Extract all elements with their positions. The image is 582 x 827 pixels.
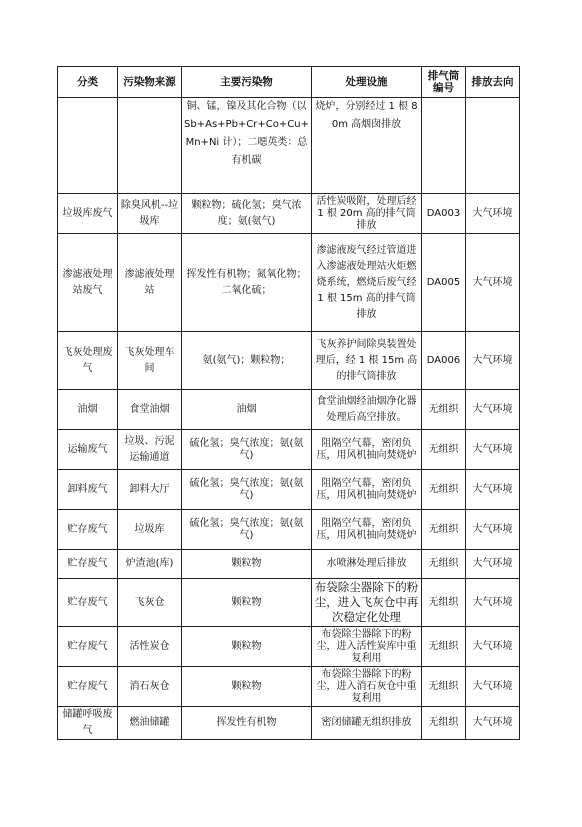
cell-destination: 大气环境	[466, 579, 520, 627]
cell-category: 飞灰处理废气	[58, 332, 118, 390]
cell-stack-id: 无组织	[422, 667, 466, 707]
cell-stack-id: 无组织	[422, 510, 466, 550]
cell-destination: 大气环境	[466, 550, 520, 579]
cell-category: 贮存废气	[58, 627, 118, 667]
cell-facility: 布袋除尘器除下的粉尘，进入消石灰仓中重复利用	[312, 667, 422, 707]
cell-facility: 布袋除尘器除下的粉尘，进入活性炭库中重复利用	[312, 627, 422, 667]
cell-destination: 大气环境	[466, 667, 520, 707]
cell-destination: 大气环境	[466, 510, 520, 550]
cell-stack-id: 无组织	[422, 390, 466, 430]
cell-source: 垃圾、污泥运输通道	[118, 430, 182, 470]
cell-facility: 水喷淋处理后排放	[312, 550, 422, 579]
cell-pollutants: 油烟	[182, 390, 312, 430]
header-category: 分类	[58, 67, 118, 98]
table-row	[58, 707, 520, 740]
cell-facility: 活性炭吸附，处理后经 1 根 20m 高的排气筒排放	[312, 194, 422, 234]
cell-pollutants: 挥发性有机物；氮氧化物；二氧化硫；	[182, 234, 312, 332]
cell-source: 食堂油烟	[118, 390, 182, 430]
cell-source: 卸料大厅	[118, 470, 182, 510]
table-header-row	[58, 67, 520, 98]
cell-pollutants: 硫化氢；臭气浓度；氨(氨气)	[182, 430, 312, 470]
cell-facility: 飞灰养护间除臭装置处理后，经 1 根 15m 高的排气筒排放	[312, 332, 422, 390]
cell-category: 渗滤液处理站废气	[58, 234, 118, 332]
cell-stack-id: 无组织	[422, 470, 466, 510]
cell-source: 炉渣池(库)	[118, 550, 182, 579]
cell-facility: 烧炉，分别经过 1 根 80m 高烟囱排放	[312, 98, 422, 194]
cell-facility: 阻隔空气幕，密闭负压，用风机抽向焚烧炉	[312, 430, 422, 470]
cell-pollutants: 颗粒物；硫化氢；臭气浓度；氨(氨气)	[182, 194, 312, 234]
cell-destination: 大气环境	[466, 627, 520, 667]
cell-stack-id: 无组织	[422, 430, 466, 470]
cell-stack-id: DA006	[422, 332, 466, 390]
header-source: 污染物来源	[118, 67, 182, 98]
table-row	[58, 430, 520, 470]
cell-stack-id: DA005	[422, 234, 466, 332]
cell-pollutants: 氨(氨气)；颗粒物；	[182, 332, 312, 390]
cell-stack-id: 无组织	[422, 707, 466, 740]
cell-source: 渗滤液处理站	[118, 234, 182, 332]
cell-destination	[466, 98, 520, 194]
cell-category: 油烟	[58, 390, 118, 430]
table-row	[58, 390, 520, 430]
header-facility: 处理设施	[312, 67, 422, 98]
cell-category: 贮存废气	[58, 510, 118, 550]
cell-pollutants: 颗粒物	[182, 667, 312, 707]
table-row	[58, 550, 520, 579]
cell-source: 飞灰处理车间	[118, 332, 182, 390]
cell-destination: 大气环境	[466, 430, 520, 470]
table-row	[58, 470, 520, 510]
cell-source: 飞灰仓	[118, 579, 182, 627]
table-row	[58, 579, 520, 627]
cell-stack-id: 无组织	[422, 550, 466, 579]
cell-source: 活性炭仓	[118, 627, 182, 667]
cell-category: 运输废气	[58, 430, 118, 470]
cell-destination: 大气环境	[466, 234, 520, 332]
cell-destination: 大气环境	[466, 194, 520, 234]
cell-category: 贮存废气	[58, 667, 118, 707]
cell-source: 消石灰仓	[118, 667, 182, 707]
table-row	[58, 627, 520, 667]
cell-pollutants: 硫化氢；臭气浓度；氨(氨气)	[182, 510, 312, 550]
cell-pollutants: 颗粒物	[182, 627, 312, 667]
cell-destination: 大气环境	[466, 332, 520, 390]
table-row	[58, 194, 520, 234]
emissions-table	[57, 66, 520, 740]
cell-destination: 大气环境	[466, 390, 520, 430]
header-pollutants: 主要污染物	[182, 67, 312, 98]
header-stack-id: 排气筒编号	[422, 67, 466, 98]
cell-source: 除臭风机--垃圾库	[118, 194, 182, 234]
table-row	[58, 510, 520, 550]
cell-pollutants: 颗粒物	[182, 550, 312, 579]
table-row	[58, 332, 520, 390]
cell-facility: 密闭储罐无组织排放	[312, 707, 422, 740]
cell-destination: 大气环境	[466, 707, 520, 740]
cell-category: 垃圾库废气	[58, 194, 118, 234]
cell-facility: 渗滤液废气经过管道进入渗滤液处理站火炬燃烧系统，燃烧后废气经 1 根 15m 高的排气筒排放	[312, 234, 422, 332]
cell-category: 贮存废气	[58, 579, 118, 627]
cell-facility: 布袋除尘器除下的粉尘，进入飞灰仓中再次稳定化处理	[312, 579, 422, 627]
cell-pollutants: 颗粒物	[182, 579, 312, 627]
cell-category: 储罐呼吸废气	[58, 707, 118, 740]
cell-category: 卸料废气	[58, 470, 118, 510]
cell-source: 垃圾库	[118, 510, 182, 550]
cell-category	[58, 98, 118, 194]
cell-stack-id: 无组织	[422, 627, 466, 667]
table-row	[58, 667, 520, 707]
cell-facility: 食堂油烟经油烟净化器处理后高空排放。	[312, 390, 422, 430]
cell-destination: 大气环境	[466, 470, 520, 510]
cell-stack-id: DA003	[422, 194, 466, 234]
cell-stack-id	[422, 98, 466, 194]
cell-source: 燃油储罐	[118, 707, 182, 740]
table-row	[58, 98, 520, 194]
cell-pollutants: 挥发性有机物	[182, 707, 312, 740]
cell-pollutants: 铜、锰，镍及其化合物（以Sb+As+Pb+Cr+Co+Cu+Mn+Ni 计）；二噁英类：总有机碳	[182, 98, 312, 194]
cell-pollutants: 硫化氢；臭气浓度；氨(氨气)	[182, 470, 312, 510]
cell-stack-id: 无组织	[422, 579, 466, 627]
cell-facility: 阻隔空气幕，密闭负压，用风机抽向焚烧炉	[312, 470, 422, 510]
cell-source	[118, 98, 182, 194]
table-row	[58, 234, 520, 332]
header-destination: 排放去向	[466, 67, 520, 98]
cell-category: 贮存废气	[58, 550, 118, 579]
cell-facility: 阻隔空气幕，密闭负压，用风机抽向焚烧炉	[312, 510, 422, 550]
